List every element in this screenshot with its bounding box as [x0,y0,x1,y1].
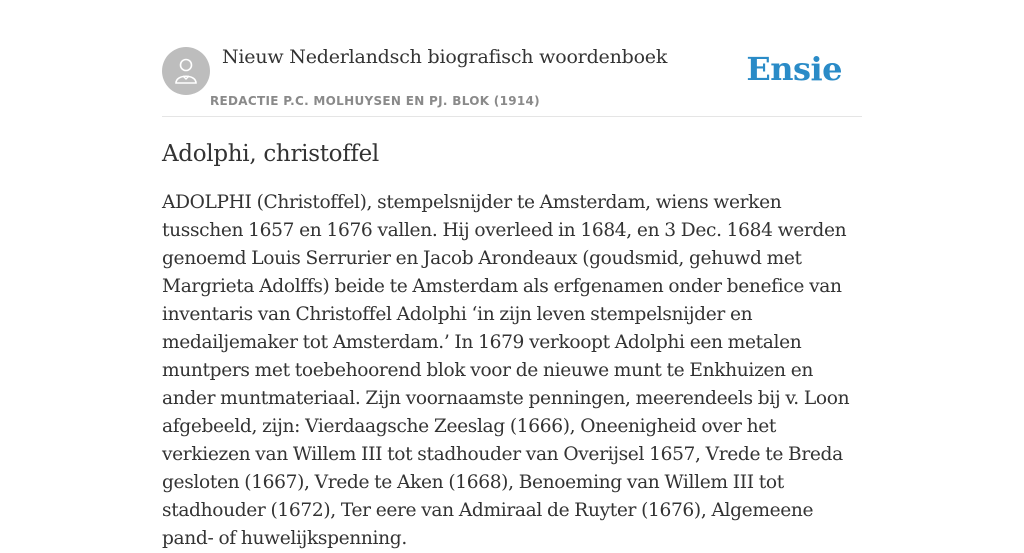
book-title[interactable]: Nieuw Nederlandsch biografisch woordenboek [222,46,668,68]
book-subtitle: REDACTIE P.C. MOLHUYSEN EN PJ. BLOK (1914) [210,94,540,108]
user-icon [174,57,198,85]
ensie-logo[interactable]: Ensie [746,50,842,88]
page-container [162,0,862,553]
book-header [162,0,862,117]
entry-title: Adolphi, christoffel [162,141,379,167]
entry-body: ADOLPHI (Christoffel), stempelsnijder te Amsterdam, wiens werken tusschen 1657 en 1676 vallen. Hij overleed in 1684, en 3 Dec. 1684 werden genoemd Louis Serrurier en Jacob Arondeaux (goudsmid, gehuwd met Margrieta Adolffs) beide te Amsterdam als erfgenamen onder benefice van inventaris van Christoffel Adolphi ‘in zijn leven stempelsnijder en medailjemaker tot Amsterdam.’ In 1679 verkoopt Adolphi een metalen muntpers met toebehoorend blok voor de nieuwe munt te Enkhuizen en ander muntmateriaal. Zijn voornaamste penningen, meerendeels bij v. Loon afgebeeld, zijn: Vierdaagsche Zeeslag (1666), Oneenigheid over het verkiezen van Willem III tot stadhouder van Overijsel 1657, Vrede te Breda gesloten (1667), Vrede te Aken (1668), Benoeming van Willem III tot stadhouder (1672), Ter eere van Admiraal de Ruyter (1676), Algemeene pand- of huwelijkspenning. [162,192,850,549]
avatar[interactable] [162,47,210,95]
